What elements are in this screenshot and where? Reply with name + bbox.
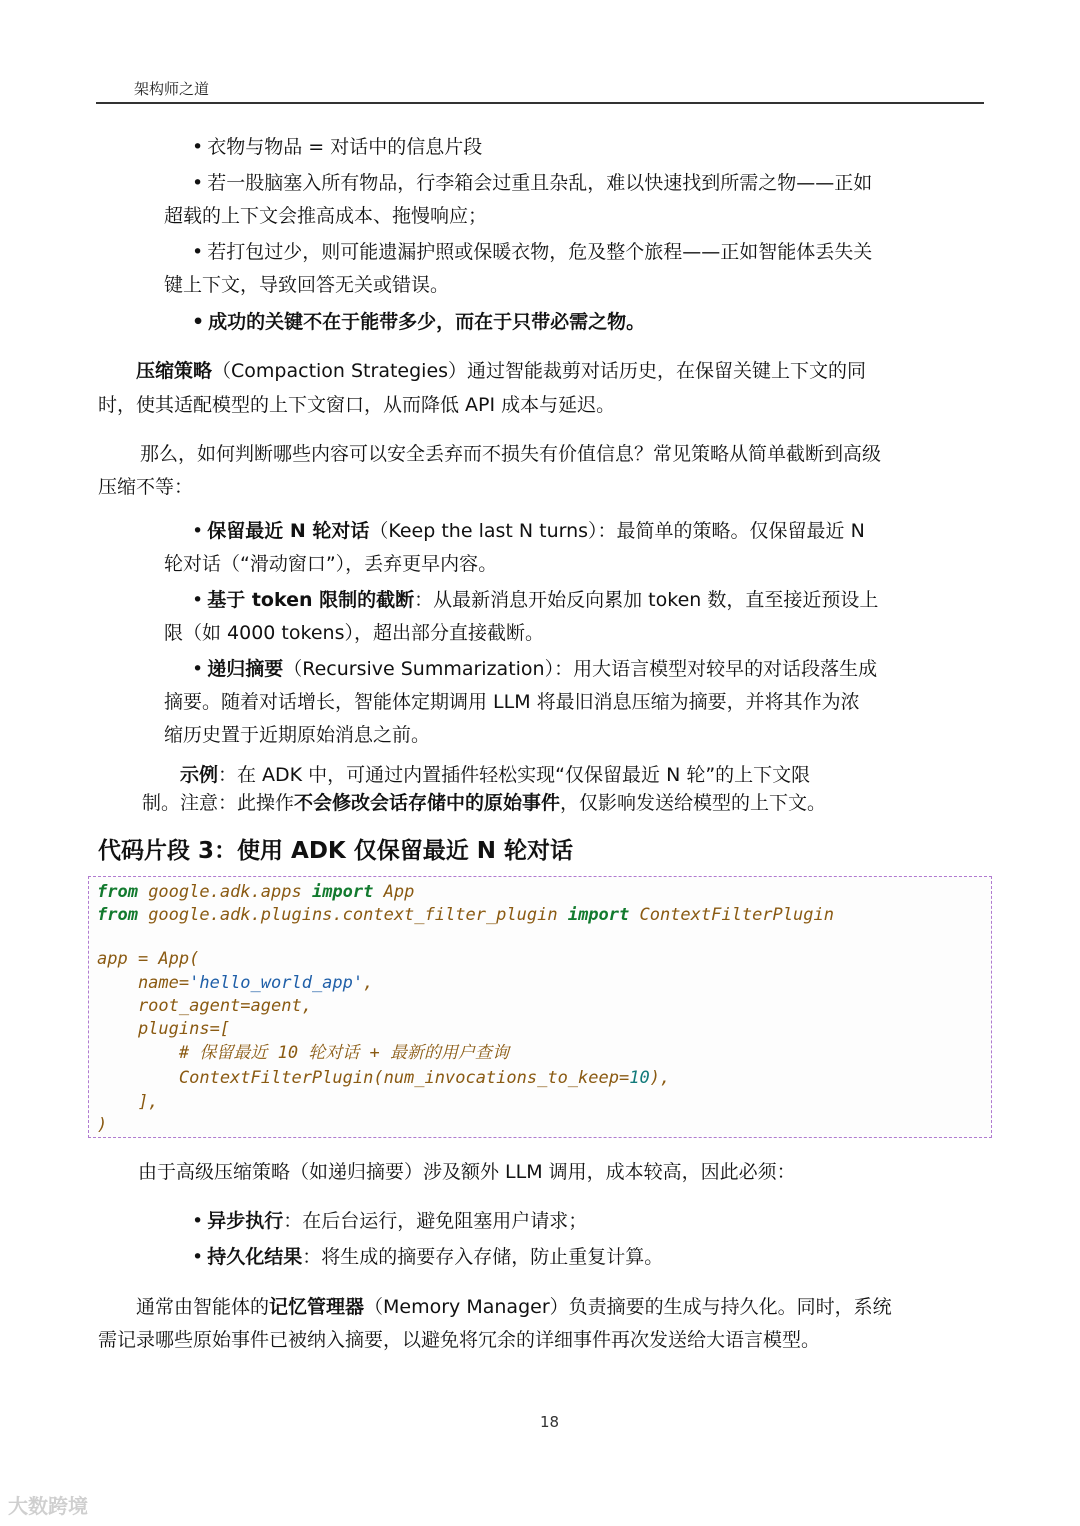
- bullet-dot: •: [192, 1246, 204, 1268]
- text: ：在后台运行，避免阻塞用户请求；: [283, 1210, 588, 1232]
- code-keyword: import: [567, 905, 630, 925]
- code-block: [88, 876, 992, 1138]
- text: （Memory Manager）负责摘要的生成与持久化。同时，系统: [364, 1296, 892, 1318]
- code-module: google.adk.apps: [137, 882, 312, 902]
- watermark-logo: 大数跨境: [8, 1494, 88, 1518]
- code-line: [97, 972, 373, 995]
- bullet-dot: •: [192, 241, 204, 263]
- term-bold: 记忆管理器: [269, 1296, 365, 1318]
- code-module: google.adk.plugins.context_filter_plugin: [137, 905, 568, 925]
- bullet-text: 成功的关键不在于能带多少，而在于只带必需之物。: [208, 311, 646, 333]
- bullet-dot: •: [192, 311, 205, 333]
- text: 制。注意：此操作: [142, 792, 295, 814]
- header-rule: [96, 102, 984, 104]
- text: 通常由智能体的: [136, 1296, 270, 1318]
- example-line: [180, 761, 810, 789]
- code-number: 10: [629, 1068, 650, 1088]
- text: （Recursive Summarization）：用大语言模型对较早的对话段落生成: [283, 658, 878, 680]
- running-header: 架构师之道: [134, 80, 210, 98]
- text: ：将生成的摘要存入存储，防止重复计算。: [302, 1246, 664, 1268]
- bullet-continuation: 限（如 4000 tokens），超出部分直接截断。: [164, 622, 544, 644]
- term-bold: 持久化结果: [207, 1246, 303, 1268]
- term-bold: 不会修改会话存储中的原始事件: [294, 792, 561, 814]
- code-line: [97, 904, 834, 927]
- code-keyword: import: [311, 882, 374, 902]
- strategy-item: [192, 586, 878, 614]
- bullet-continuation: 缩历史置于近期原始消息之前。: [164, 724, 431, 746]
- code-line: plugins=[: [97, 1019, 231, 1039]
- paragraph-line: 由于高级压缩策略（如递归摘要）涉及额外 LLM 调用，成本较高，因此必须：: [138, 1161, 796, 1183]
- page-number: 18: [540, 1413, 560, 1431]
- term-bold: 基于 token 限制的截断: [207, 589, 415, 611]
- code-text: ,: [363, 973, 374, 993]
- bullet-dot: •: [192, 658, 204, 680]
- bullet-text: 若打包过少，则可能遗漏护照或保暖衣物，危及整个旅程——正如智能体丢失关: [207, 241, 873, 263]
- code-name: App: [373, 882, 415, 902]
- bullet-item: [192, 308, 645, 336]
- code-line: root_agent=agent,: [97, 996, 312, 1016]
- example-line: [142, 789, 826, 817]
- code-keyword: from: [97, 882, 138, 902]
- code-text: name=: [97, 973, 190, 993]
- term-bold: 递归摘要: [207, 658, 284, 680]
- text: （Compaction Strategies）通过智能裁剪对话历史，在保留关键上下文的同: [212, 360, 867, 382]
- term-bold: 异步执行: [207, 1210, 284, 1232]
- bullet-item: [192, 133, 482, 161]
- bullet-item: [192, 169, 872, 197]
- text: ：在 ADK 中，可通过内置插件轻松实现“仅保留最近 N 轮”的上下文限: [218, 764, 811, 786]
- term-bold: 示例: [180, 764, 219, 786]
- requirement-item: [192, 1243, 663, 1271]
- strategy-item: [192, 517, 865, 545]
- text: ，仅影响发送给模型的上下文。: [560, 792, 827, 814]
- bullet-dot: •: [192, 1210, 204, 1232]
- bullet-dot: •: [192, 136, 204, 158]
- section-title: 代码片段 3：使用 ADK 仅保留最近 N 轮对话: [98, 838, 574, 864]
- bullet-continuation: 轮对话（“滑动窗口”），丢弃更早内容。: [164, 553, 498, 575]
- paragraph-line: 时，使其适配模型的上下文窗口，从而降低 API 成本与延迟。: [98, 394, 616, 416]
- bullet-dot: •: [192, 172, 204, 194]
- text: ：从最新消息开始反向累加 token 数，直至接近预设上: [414, 589, 879, 611]
- code-line: [97, 881, 414, 904]
- bullet-continuation: 摘要。随着对话增长，智能体定期调用 LLM 将最旧消息压缩为摘要，并将其作为浓: [164, 691, 860, 713]
- code-line: app = App(: [97, 949, 200, 969]
- paragraph-line: [136, 357, 866, 385]
- bullet-continuation: 键上下文，导致回答无关或错误。: [164, 274, 450, 296]
- text: （Keep the last N turns）：最简单的策略。仅保留最近 N: [369, 520, 865, 542]
- bullet-dot: •: [192, 520, 204, 542]
- requirement-item: [192, 1207, 587, 1235]
- code-comment: # 保留最近 10 轮对话 + 最新的用户查询: [97, 1043, 509, 1063]
- term-bold: 保留最近 N 轮对话: [207, 520, 370, 542]
- paragraph-line: 压缩不等：: [98, 476, 194, 498]
- bullet-dot: •: [192, 589, 204, 611]
- code-keyword: from: [97, 905, 138, 925]
- term-bold: 压缩策略: [136, 360, 213, 382]
- paragraph-line: [136, 1293, 892, 1321]
- code-line: [97, 1067, 670, 1090]
- code-text: ContextFilterPlugin(num_invocations_to_keep=: [97, 1068, 630, 1088]
- code-text: ),: [649, 1068, 671, 1088]
- code-name: ContextFilterPlugin: [629, 905, 834, 925]
- strategy-item: [192, 655, 877, 683]
- bullet-continuation: 超载的上下文会推高成本、拖慢响应；: [164, 205, 488, 227]
- bullet-text: 若一股脑塞入所有物品，行李箱会过重且杂乱，难以快速找到所需之物——正如: [207, 172, 873, 194]
- code-line: ],: [97, 1092, 159, 1112]
- paragraph-line: 那么，如何判断哪些内容可以安全丢弃而不损失有价值信息？常见策略从简单截断到高级: [140, 443, 882, 465]
- code-string: 'hello_world_app': [189, 973, 364, 993]
- code-line: ): [97, 1115, 108, 1135]
- paragraph-line: 需记录哪些原始事件已被纳入摘要，以避免将冗余的详细事件再次发送给大语言模型。: [98, 1329, 821, 1351]
- bullet-text: 衣物与物品 = 对话中的信息片段: [207, 136, 483, 158]
- bullet-item: [192, 238, 872, 266]
